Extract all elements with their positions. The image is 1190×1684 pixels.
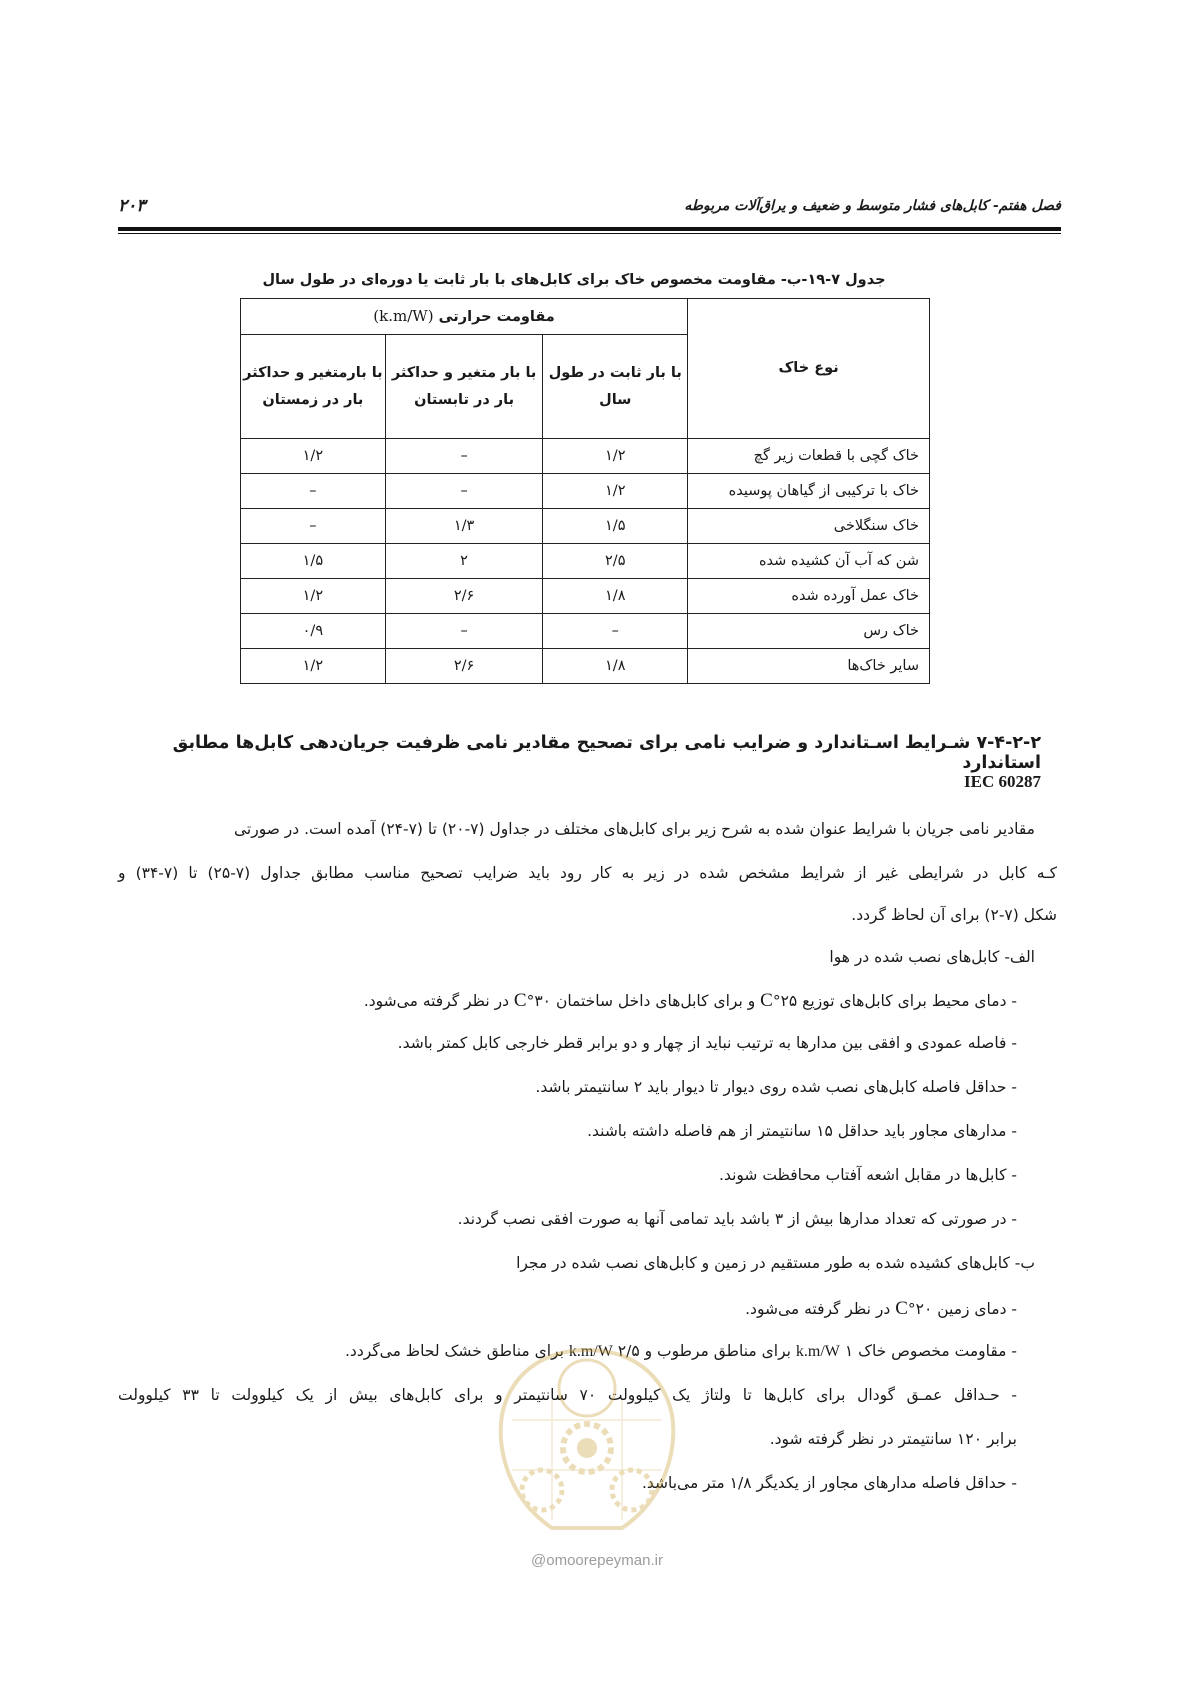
table-row (241, 544, 930, 579)
group-b-title: ب- کابل‌های کشیده شده به طور مستقیم در زمین و کابل‌های نصب شده در مجرا (516, 1254, 1035, 1272)
winter-cell: ۱/۵ (241, 544, 386, 579)
winter-cell: ۱/۲ (241, 579, 386, 614)
summer-cell: ۱/۳ (385, 509, 543, 544)
section-heading: ۷-۴-۲-۲ شـرایط اسـتاندارد و ضرایب نامی برای تصحیح مقادیر نامی ظرفیت جریان‌دهی کابل‌ها مطابق استاندارد (172, 733, 1041, 773)
summer-peak-header: با بار متغیر و حداکثر بار در تابستان (385, 335, 543, 439)
winter-cell: – (241, 509, 386, 544)
item-text: - مقاومت مخصوص خاک (858, 1342, 1017, 1360)
group-b-item-4: - حداقل فاصله مدارهای مجاور از یکدیگر ۱/۸ متر می‌باشد. (641, 1474, 1017, 1492)
soil-name-cell: خاک سنگلاخی (688, 509, 930, 544)
item-text: ۱ برای مناطق مرطوب و (644, 1342, 854, 1360)
thermal-resistance-label: مقاومت حرارتی (438, 308, 555, 325)
soil-type-header: نوع خاک (688, 299, 930, 439)
constant-cell: ۱/۸ (543, 649, 688, 684)
section-heading-standard: IEC 60287 (964, 772, 1041, 791)
winter-cell: ۱/۲ (241, 649, 386, 684)
table-row (241, 579, 930, 614)
group-a-item-1 (118, 990, 1057, 1012)
item-text: و برای کابل‌های داخل ساختمان (555, 992, 756, 1010)
summer-cell: ۲/۶ (385, 579, 543, 614)
winter-cell: ۰/۹ (241, 614, 386, 649)
item-text: در نظر گرفته می‌شود. (745, 1300, 891, 1318)
soil-name-cell: خاک رس (688, 614, 930, 649)
header-rule-thin (118, 233, 1061, 234)
soil-name-cell: شن که آب آن کشیده شده (688, 544, 930, 579)
celsius-unit: C (895, 1298, 908, 1319)
winter-cell: – (241, 474, 386, 509)
soil-name-cell: خاک عمل آورده شده (688, 579, 930, 614)
constant-cell: – (543, 614, 688, 649)
resistivity-unit: k.m/W (795, 1343, 840, 1360)
group-a-item-2: - فاصله عمودی و افقی بین مدارها به ترتیب نباید از چهار و دو برابر قطر خارجی کابل کمتر باشد. (397, 1034, 1017, 1052)
item-text: ۲/۵ برای مناطق خشک لحاظ می‌گردد. (345, 1342, 640, 1360)
summer-cell: – (385, 474, 543, 509)
constant-cell: ۱/۲ (543, 439, 688, 474)
item-text: در نظر گرفته می‌شود. (363, 992, 509, 1010)
soil-name-cell: سایر خاک‌ها (688, 649, 930, 684)
celsius-unit: C (760, 990, 773, 1011)
intro-line-2: کـه کابل در شرایطی غیر از شرایط مشخص شده در زیر به کار رود باید ضرایب تصحیح مناسب مطابق جداول (۷-۲۵) تا (۷-۳۴) و (118, 864, 1057, 882)
header-rule (118, 227, 1061, 231)
summer-cell: – (385, 614, 543, 649)
page-number: ۲۰۳ (118, 196, 146, 216)
group-b-item-3-line-1: - حـداقل عمـق گودال برای کابل‌ها تا ولتاژ یک کیلوولت ۷۰ سانتیمتر و برای کابل‌های بیش از یک کیلوولت تا ۳۳ کیلوولت (118, 1386, 1017, 1404)
soil-name-cell: خاک گچی با قطعات زیر گچ (688, 439, 930, 474)
group-a-item-4: - مدارهای مجاور باید حداقل ۱۵ سانتیمتر از هم فاصله داشته باشند. (587, 1122, 1017, 1140)
table-row (241, 614, 930, 649)
table-row (241, 474, 930, 509)
constant-load-header: با بار ثابت در طول سال (543, 335, 688, 439)
summer-cell: – (385, 439, 543, 474)
constant-cell: ۲/۵ (543, 544, 688, 579)
table-row (241, 649, 930, 684)
summer-cell: ۲ (385, 544, 543, 579)
table-row (241, 439, 930, 474)
thermal-resistance-unit: (k.m/W) (373, 306, 434, 325)
winter-cell: ۱/۲ (241, 439, 386, 474)
constant-cell: ۱/۲ (543, 474, 688, 509)
soil-resistivity-table (240, 298, 930, 684)
winter-peak-header: با بارمتغیر و حداکثر بار در زمستان (241, 335, 386, 439)
group-a-item-6: - در صورتی که تعداد مدارها بیش از ۳ باشد باید تمامی آنها به صورت افقی نصب گردند. (457, 1210, 1017, 1228)
group-a-item-3: - حداقل فاصله کابل‌های نصب شده روی دیوار تا دیوار باید ۲ سانتیمتر باشد. (535, 1078, 1017, 1096)
summer-cell: ۲/۶ (385, 649, 543, 684)
temp-value: ۳۰° (526, 992, 551, 1010)
intro-line-3: شکل (۷-۲) برای آن لحاظ گردد. (851, 906, 1057, 924)
chapter-title: فصل هفتم- کابل‌های فشار متوسط و ضعیف و یراق‌آلات مربوطه (684, 198, 1061, 214)
watermark-site: @omoorepeyman.ir (531, 1552, 663, 1569)
celsius-unit: C (513, 990, 527, 1011)
temp-value: ۲۰° (907, 1300, 933, 1318)
constant-cell: ۱/۵ (543, 509, 688, 544)
item-text: - دمای زمین (937, 1300, 1017, 1318)
watermark-seal (492, 1340, 682, 1540)
resistivity-unit: k.m/W (568, 1343, 613, 1360)
soil-name-cell: خاک با ترکیبی از گیاهان پوسیده (688, 474, 930, 509)
thermal-resistance-header (241, 299, 688, 335)
table-caption: جدول ۷-۱۹-ب- مقاومت مخصوص خاک برای کابل‌های با بار ثابت یا دوره‌ای در طول سال (262, 272, 886, 288)
temp-value: ۲۵° (772, 992, 798, 1010)
group-a-item-5: - کابل‌ها در مقابل اشعه آفتاب محافظت شوند. (719, 1166, 1017, 1184)
group-a-title: الف- کابل‌های نصب شده در هوا (829, 948, 1035, 966)
group-b-item-3-line-2: برابر ۱۲۰ سانتیمتر در نظر گرفته شود. (769, 1430, 1017, 1448)
table-row (241, 509, 930, 544)
intro-line-1: مقادیر نامی جریان با شرایط عنوان شده به شرح زیر برای کابل‌های مختلف در جداول (۷-۲۰) تا (۷-۲۴) آمده است. در صورتی (233, 820, 1035, 838)
page-header (118, 198, 1061, 226)
constant-cell: ۱/۸ (543, 579, 688, 614)
group-b-item-1 (118, 1298, 1057, 1320)
item-text: - دمای محیط برای کابل‌های توزیع (802, 992, 1017, 1010)
